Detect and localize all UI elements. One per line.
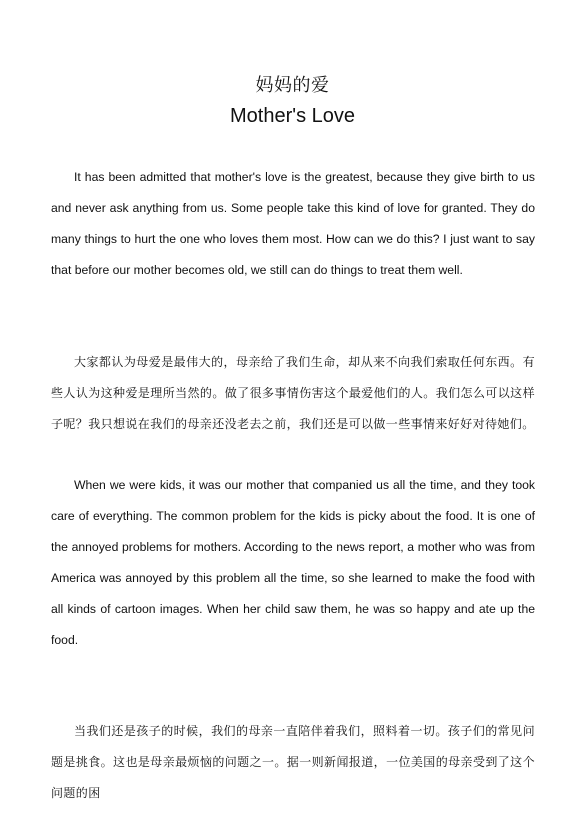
paragraph-chinese-1: 大家都认为母爱是最伟大的，母亲给了我们生命，却从来不向我们索取任何东西。有些人认为这种爱是理所当然的。做了很多事情伤害这个最爱他们的人。我们怎么可以这样子呢？我只想说在我们的母亲还没老去之前，我们还是可以做一些事情来好好对待她们。 <box>51 355 535 431</box>
paragraph-chinese-2: 当我们还是孩子的时候，我们的母亲一直陪伴着我们，照料着一切。孩子们的常见问题是挑食。这也是母亲最烦恼的问题之一。据一则新闻报道，一位美国的母亲受到了这个问题的困 <box>51 724 535 800</box>
title-english: Mother's Love <box>230 105 355 127</box>
paragraph-english-1: It has been admitted that mother's love is the greatest, because they give birth to us and never ask anything from us. Some people take this kind of love for granted. They do many things to hurt the one who loves them most. How can we do this? I just want to say that before our mother becomes old, we still can do things to treat them well. <box>51 170 535 277</box>
title-chinese: 妈妈的爱 <box>255 75 330 96</box>
paragraph-english-2: When we were kids, it was our mother that companied us all the time, and they took care of everything. The common problem for the kids is picky about the food. It is one of the annoyed problems for mothers. According to the news report, a mother who was from America was annoyed by this problem all the time, so she learned to make the food with all kinds of cartoon images. When her child saw them, he was so happy and ate up the food. <box>51 478 535 647</box>
